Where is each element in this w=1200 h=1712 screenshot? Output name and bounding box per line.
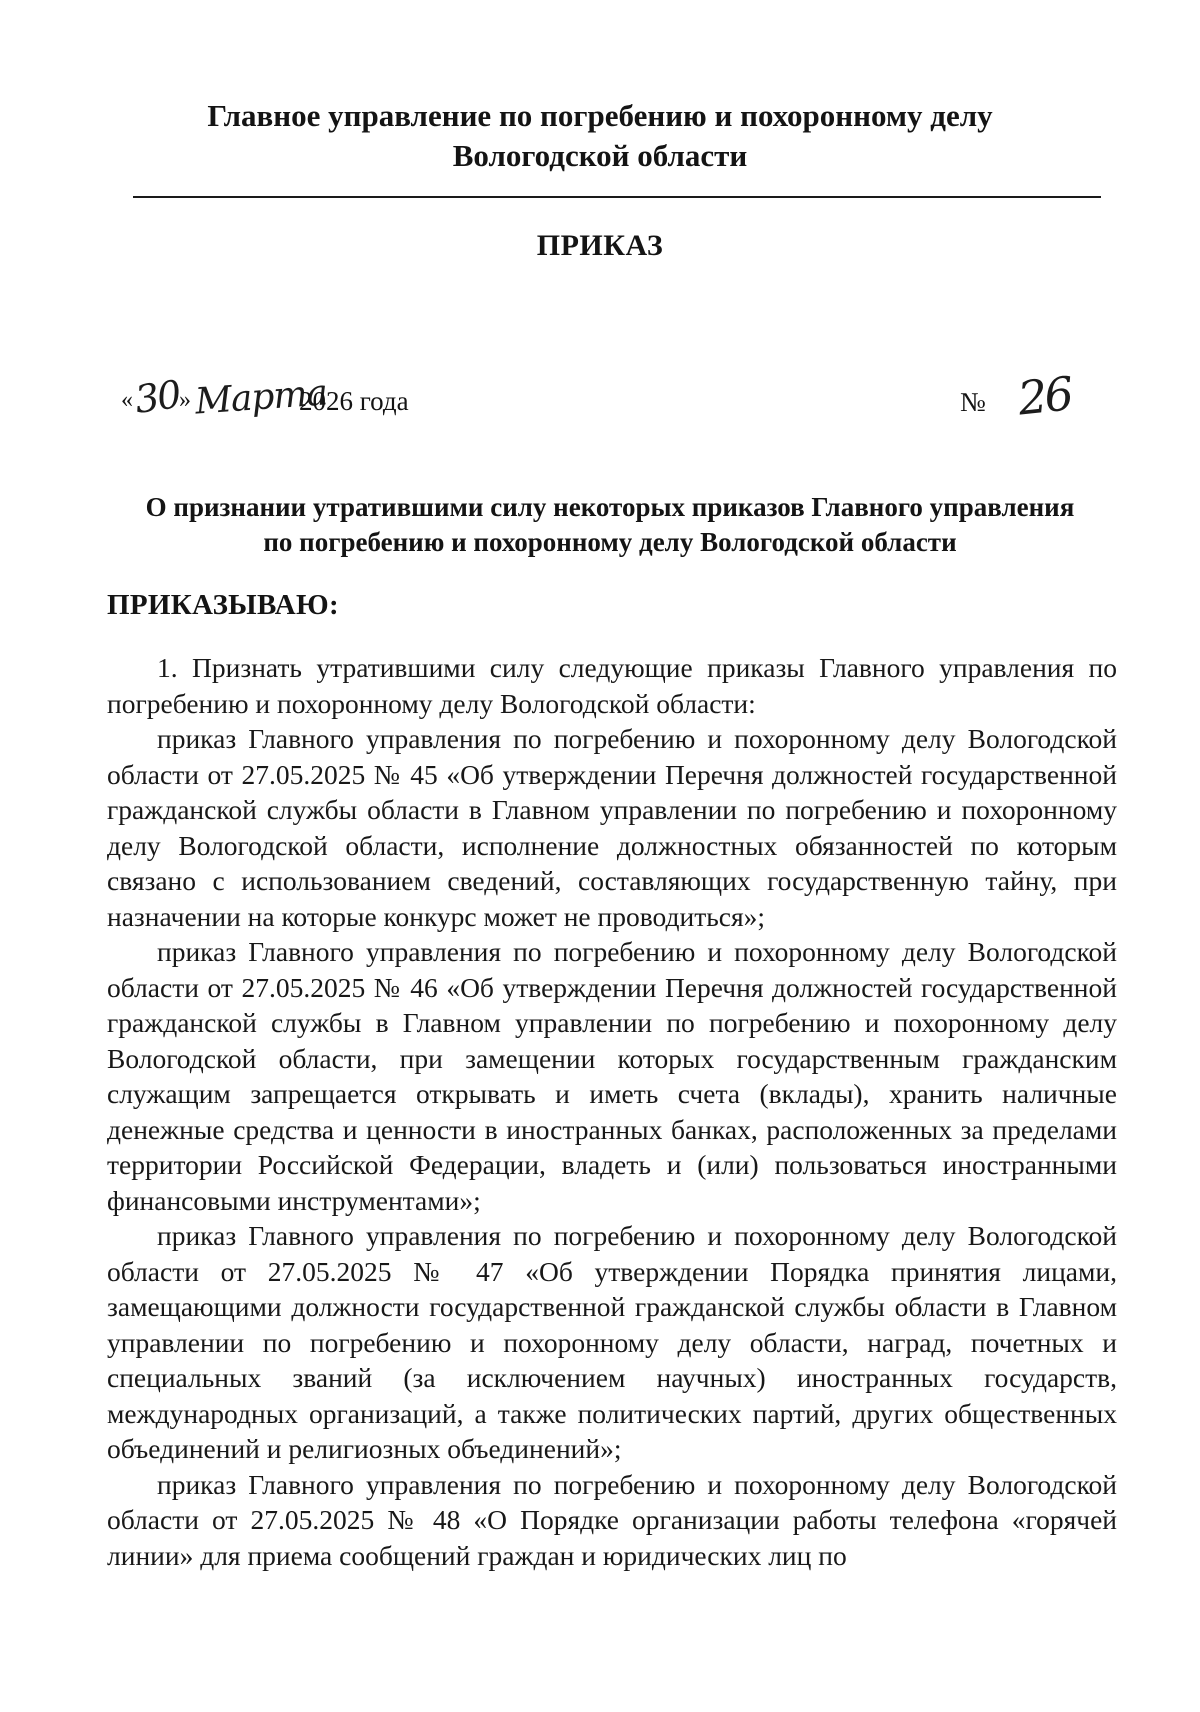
body-paragraph-3: приказ Главного управления по погребению и похоронному делу Вологодской области от 27.05.2025 № 46 «Об утверждении Перечня должностей государственной гражданской службы в Главном управлении по погребению и похоронному делу Вологодской области, при замещении которых государственным гражданским служащим запрещается открывать и иметь счета (вклады), хранить наличные денежные средства и ценности в иностранных банках, расположенных за пределами территории Российской Федерации, владеть и (или) пользоваться иностранными финансовыми инструментами»; [107,936,1117,1216]
date-year: 2026 года [299,386,409,416]
order-subject-title [110,490,1110,560]
order-directive-word: ПРИКАЗЫВАЮ: [107,589,339,621]
order-date [121,372,581,435]
date-quote-close: » [179,387,191,413]
header-divider [133,196,1101,198]
body-paragraph-5: приказ Главного управления по погребению и похоронному делу Вологодской области от 27.05.2025 № 48 «О Порядке организации работы телефона «горячей линии» для приема сообщений граждан и юридических лиц по [107,1468,1117,1571]
handwritten-number: 26 [1015,366,1074,426]
date-quote-open: « [121,387,133,413]
order-subject-line1: О признании утратившими силу некоторых приказов Главного управления [145,492,1075,522]
number-sign: № [960,387,986,417]
organization-name-line1: Главное управление по погребению и похоронному делу [207,98,993,133]
body-paragraph-4: приказ Главного управления по погребению и похоронному делу Вологодской области от 27.05.2025 № 47 «Об утверждении Порядка принятия лицами, замещающими должности государственной гражданской службы области в Главном управлении по погребению и похоронному делу области, наград, почетных и специальных званий (за исключением научных) иностранных государств, международных организаций, а также политических партий, других общественных объединений и религиозных объединений»; [107,1220,1117,1464]
body-paragraph-1: 1. Признать утратившими силу следующие приказы Главного управления по погребению и похоронному делу Вологодской области: [107,652,1117,719]
handwritten-month: Марта [193,372,329,423]
order-subject-line2: по погребению и похоронному делу Вологодской области [263,527,957,557]
handwritten-day: 30 [132,372,183,422]
document-kind-title: ПРИКАЗ [536,229,664,262]
organization-header [120,96,1080,176]
document-body [107,650,1117,1573]
order-number [960,366,1120,435]
body-paragraph-2: приказ Главного управления по погребению и похоронному делу Вологодской области от 27.05.2025 № 45 «Об утверждении Перечня должностей государственной гражданской службы области в Главном управлении по погребению и похоронному делу Вологодской области, исполнение должностных обязанностей по которым связано с использованием сведений, составляющих государственную тайну, при назначении на которые конкурс может не проводиться»; [107,723,1117,932]
organization-name-line2: Вологодской области [452,138,748,173]
